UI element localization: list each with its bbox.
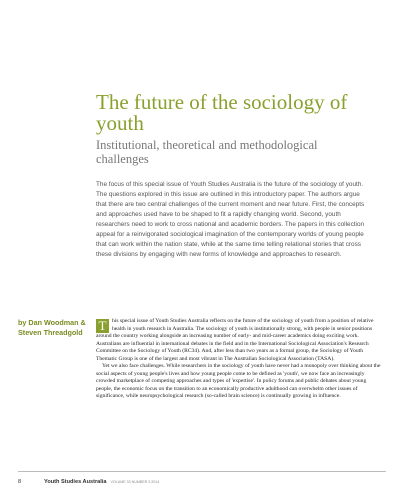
volume-info: VOLUME 33 NUMBER 3 2014 [110, 480, 160, 484]
drop-cap: T [96, 319, 109, 333]
journal-name: Youth Studies Australia [44, 479, 107, 485]
article-authors: by Dan Woodman & Steven Threadgold [18, 318, 86, 337]
article-title: The future of the sociology of youth [96, 90, 348, 135]
article-abstract: The focus of this special issue of Youth Studies Australia is the future of the sociology of youth. The questions explored in this issue are outlined in this introductory paper. The authors argue that there are two central challenges of the current moment and near future. First, the concepts and approaches used have to be shaped to fit a rapidly changing world. Second, youth researchers need to work to cross national and academic borders. The papers in this collection appeal for a reinvigorated sociological imagination of the contemporary worlds of young people that can work within the nation state, while at the same time telling relational stories that cross these divisions by engaging with new forms of knowledge and approaches to research. [96, 181, 365, 258]
page-number: 8 [18, 479, 22, 485]
body-paragraph-2: Yet we also face challenges. While researchers in the sociology of youth have never had a monopoly over thinking about the social aspects of young people's lives and how young people come to be defined as 'youth', we now face an increasingly crowded marketplace of competing approaches and types of 'expertise'. In policy forums and public debates about young people, the economic focus on the transition to an economically productive adulthood can overwhelm other issues of significance, while neuropsychological research (so-called brain science) is continually growing in influence. [96, 363, 381, 399]
page-footer [18, 478, 388, 486]
body-paragraph-1: his special issue of Youth Studies Australia reflects on the future of the sociology of youth from a position of relative health in youth research in Australia. The sociology of youth is institutionally strong, with people in senior positions around the country working alongside an increasing number of early- and mid-career academics doing exciting work. Australians are influential in international debates in the field and in the International Sociological Association's Research Committee on the Sociology of Youth (RC34). And, after less than two years as a formal group, the Sociology of Youth Thematic Group is one of the largest and most vibrant in The Australian Sociological Association (TASA). [96, 318, 374, 362]
article-body [96, 318, 383, 401]
article-subtitle: Institutional, theoretical and methodological challenges [96, 138, 318, 166]
footer-divider [18, 471, 386, 472]
